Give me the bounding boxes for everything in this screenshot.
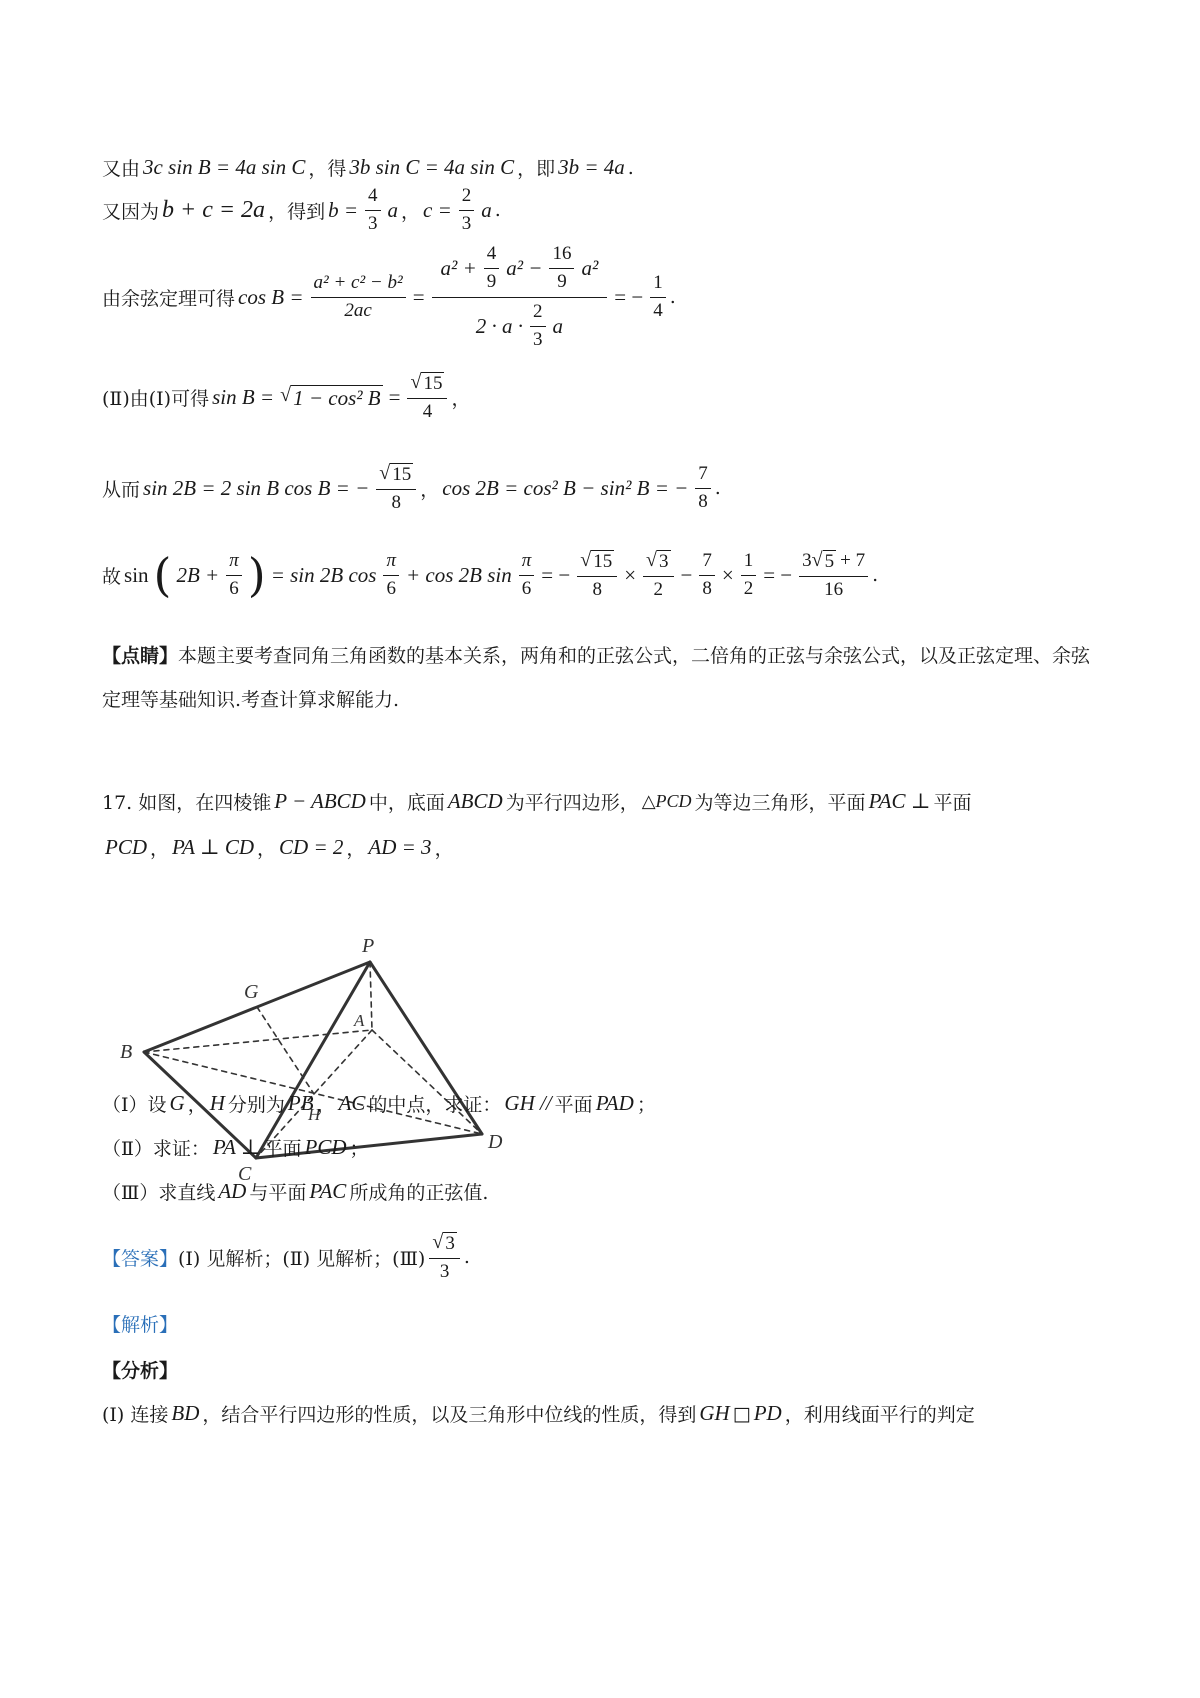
math: PAD (595, 1091, 634, 1115)
text: ； (349, 1138, 369, 1160)
den: 8 (698, 490, 708, 512)
fraction (407, 372, 447, 423)
math: = (412, 284, 425, 309)
math: a (481, 197, 492, 222)
math: × (624, 562, 637, 587)
edge-ba (144, 1030, 372, 1052)
text: ，利用线面平行的判定 (784, 1404, 975, 1426)
text: 又因为 (102, 200, 160, 223)
math: a (552, 313, 564, 338)
fraction (376, 463, 416, 514)
num: a² + c² − b² (311, 273, 406, 298)
text: 的中点，求证： (368, 1094, 502, 1116)
num: √ 3 (643, 550, 673, 577)
text: 3 (802, 549, 812, 571)
text: 为等边三角形，平面 (694, 792, 866, 814)
math: H (209, 1091, 225, 1115)
math: = sin 2B cos (270, 562, 377, 587)
sqrt: √ 1 − cos² B (280, 383, 381, 410)
text: 平面 (263, 1138, 302, 1160)
math: PCD (105, 835, 147, 859)
math: PA ⊥ (212, 1135, 261, 1159)
den: 2 (653, 578, 664, 600)
math: AC (338, 1091, 366, 1115)
text: ，结合平行四边形的性质，以及三角形中位线的性质，得到 (202, 1404, 697, 1426)
math: GH (699, 1401, 730, 1425)
answer-line (102, 1232, 470, 1283)
num: 16 (549, 244, 574, 269)
line-5 (102, 463, 721, 514)
line-2 (102, 186, 501, 235)
num: 4 (365, 186, 381, 211)
answer-label: 【答案】 (102, 1247, 179, 1270)
den: 8 (592, 578, 602, 600)
math: PD (753, 1401, 782, 1425)
text: 平面 (554, 1094, 593, 1116)
math: 3b sin C = 4a sin C (349, 155, 515, 179)
math: + cos 2B sin (406, 562, 512, 587)
label-g: G (244, 981, 259, 1003)
math: b + c = 2a (162, 196, 266, 223)
text: + 7 (840, 549, 866, 571)
math: a² − (506, 255, 543, 280)
text: ， (401, 200, 421, 223)
math: sin B = (212, 384, 275, 409)
math: × (721, 562, 734, 587)
text: 所成角的正弦值. (349, 1182, 489, 1204)
text: . (627, 156, 634, 179)
label-c: C (238, 1163, 252, 1180)
text: (Ⅱ)由(Ⅰ)可得 (102, 387, 210, 410)
num: √ 3 (429, 1232, 459, 1259)
dianjing-label: 【点睛】 (102, 645, 179, 667)
fraction (577, 550, 617, 601)
line-3 (102, 244, 676, 351)
fraction (383, 551, 399, 600)
num: π (226, 551, 242, 576)
math: = − (614, 284, 644, 309)
text: 与平面 (249, 1182, 307, 1204)
den: 9 (486, 270, 497, 292)
fraction (695, 464, 711, 513)
den: 8 (391, 491, 402, 513)
fraction (459, 186, 475, 235)
num: √ 15 (376, 463, 416, 490)
text: ，得到 (268, 200, 326, 223)
q17-line-2 (102, 834, 454, 861)
radicand: 5 (824, 551, 835, 572)
math: cos 2B = cos² B − sin² B = − (442, 475, 689, 500)
text: . (714, 477, 721, 500)
last-line (102, 1400, 975, 1427)
math: a (387, 197, 398, 222)
math: ABCD (447, 789, 503, 813)
den: 3 (368, 212, 378, 234)
math: △PCD (641, 791, 692, 811)
math: 3b = 4a (558, 155, 625, 179)
den: 9 (557, 270, 567, 292)
math: AD (218, 1179, 247, 1203)
text: 又由 (102, 158, 141, 180)
text: 中，底面 (368, 792, 445, 814)
den (470, 298, 569, 351)
math: PCD (304, 1135, 347, 1159)
text: . (669, 286, 676, 309)
num: π (519, 551, 535, 576)
math: BD (171, 1401, 200, 1425)
label-d: D (488, 1131, 503, 1153)
text: ， (451, 387, 471, 410)
radicand: 3 (659, 551, 669, 572)
radicand: 1 − cos² B (293, 385, 381, 410)
math: − (680, 562, 693, 587)
math: PB (287, 1091, 314, 1115)
line-1 (102, 154, 634, 181)
num: 1 (741, 551, 757, 576)
fraction (643, 550, 673, 601)
label-p: P (362, 935, 375, 957)
den: 16 (824, 578, 844, 600)
num: π (383, 551, 399, 576)
dianjing-paragraph (102, 634, 1102, 722)
big-fraction (432, 244, 608, 351)
answer-text: (Ⅰ) 见解析；(Ⅱ) 见解析；(Ⅲ) (178, 1247, 426, 1270)
text: （Ⅲ）求直线 (102, 1182, 216, 1204)
text: 分别为 (227, 1094, 285, 1116)
num: 3 √ 5 + 7 (799, 550, 868, 577)
text: . (494, 199, 501, 222)
jiexi-label: 【解析】 (102, 1314, 179, 1336)
math: 2B + (176, 562, 220, 587)
math: = (388, 384, 401, 409)
fraction (699, 551, 715, 600)
fraction (365, 186, 381, 235)
label-h: H (308, 1105, 321, 1124)
label-b: B (120, 1041, 133, 1063)
dianjing-text: 本题主要考查同角三角函数的基本关系，两角和的正弦公式，二倍角的正弦与余弦公式，以及正弦定理、余弦定理等基础知识.考查计算求解能力. (102, 645, 1091, 711)
math: GH // (504, 1091, 552, 1115)
math: = − (541, 562, 571, 587)
text: 由余弦定理可得 (102, 287, 236, 310)
label-a: A (354, 1011, 365, 1030)
text: . (463, 1246, 470, 1269)
math: c = (423, 197, 452, 222)
math: cos B = (238, 284, 304, 309)
radicand: 3 (445, 1233, 455, 1254)
fraction (311, 273, 406, 322)
num: 2 (459, 186, 475, 211)
math: PA ⊥ CD (172, 835, 255, 859)
num: √ 15 (577, 550, 617, 577)
text: 故 (102, 565, 122, 588)
fraction (741, 551, 757, 600)
den: 6 (229, 577, 239, 599)
num: 7 (695, 464, 711, 489)
fraction (799, 550, 868, 601)
fraction (650, 273, 666, 322)
radicand: 15 (423, 373, 443, 394)
den: 8 (702, 577, 712, 599)
text: ， (257, 838, 277, 860)
text: 为平行四边形， (505, 792, 639, 814)
text: ； (636, 1094, 656, 1116)
edge-pa (370, 962, 372, 1030)
text: 17. 如图，在四棱锥 (102, 792, 272, 814)
text: ，即 (517, 158, 556, 180)
math: sin (124, 562, 149, 587)
text: □ (732, 1402, 751, 1425)
math: AD = 3 (368, 835, 432, 859)
text: ，得 (308, 158, 347, 180)
math: CD = 2 (279, 835, 344, 859)
fraction (484, 244, 500, 293)
math: 2 · a · (475, 313, 524, 338)
radicand: 15 (392, 464, 412, 485)
fraction (530, 302, 546, 351)
text: (Ⅰ) 连接 (102, 1404, 169, 1426)
math: P − ABCD (274, 789, 366, 813)
part-2 (102, 1134, 369, 1161)
den: 4 (653, 299, 663, 321)
fenxi-label: 【分析】 (102, 1360, 179, 1382)
part-1 (102, 1090, 656, 1117)
right-paren: ) (247, 548, 266, 603)
fraction (549, 244, 574, 293)
math: 3c sin B = 4a sin C (143, 155, 306, 179)
text: ， (346, 838, 366, 860)
text: 从而 (102, 478, 141, 501)
num (432, 244, 608, 298)
num: 4 (484, 244, 500, 269)
den: 2 (743, 577, 754, 599)
text: ， (150, 838, 170, 860)
den: 4 (422, 400, 433, 422)
math: PAC (309, 1179, 347, 1203)
text: 平面 (933, 792, 972, 814)
den: 3 (461, 212, 472, 234)
den: 3 (439, 1260, 450, 1282)
fenxi-line (102, 1356, 178, 1383)
den: 3 (533, 328, 543, 350)
den: 2ac (344, 299, 372, 321)
math: a² + (440, 255, 477, 280)
den: 6 (386, 577, 396, 599)
edge-pc (256, 962, 370, 1158)
text: ， (434, 838, 454, 860)
edge-ad (372, 1030, 482, 1134)
num: 2 (530, 302, 546, 327)
math: G (169, 1091, 185, 1115)
jiexi-line (102, 1310, 178, 1337)
den: 6 (521, 577, 532, 599)
left-paren: ( (153, 548, 172, 603)
math: a² (581, 255, 599, 280)
math: = − (763, 562, 793, 587)
text: . (872, 564, 879, 587)
num: √ 15 (407, 372, 447, 399)
q17-line-1 (102, 788, 972, 815)
num: 1 (650, 273, 666, 298)
part-3 (102, 1178, 488, 1205)
text: （Ⅰ）设 (102, 1094, 167, 1116)
text: ， (187, 1094, 207, 1116)
fraction (226, 551, 242, 600)
math: b = (328, 197, 358, 222)
line-4 (102, 372, 470, 423)
text: ， (316, 1094, 336, 1116)
fraction (519, 551, 535, 600)
num: 7 (699, 551, 715, 576)
math: sin 2B = 2 sin B cos B = − (143, 475, 370, 500)
text: （Ⅱ）求证： (102, 1138, 210, 1160)
text: ， (420, 478, 440, 501)
radicand: 15 (593, 551, 613, 572)
line-6 (102, 550, 878, 601)
fraction (429, 1232, 459, 1283)
math: PAC ⊥ (868, 789, 931, 813)
